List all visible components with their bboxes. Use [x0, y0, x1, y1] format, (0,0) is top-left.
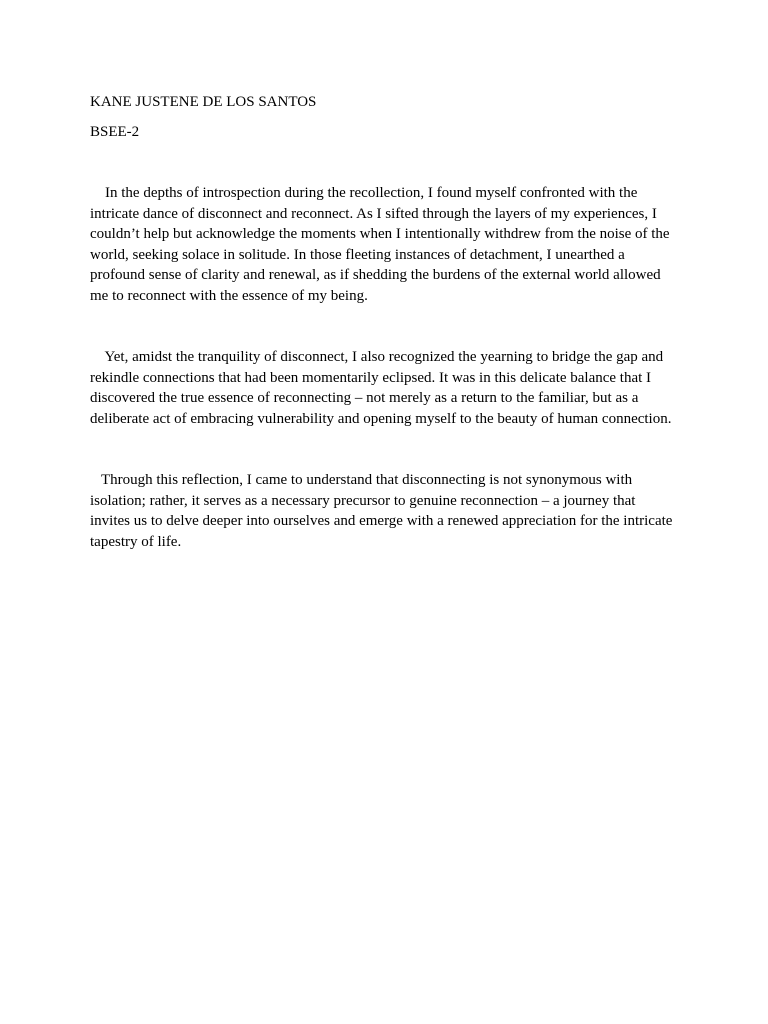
course-code: BSEE-2 [90, 123, 140, 140]
paragraph-1 [90, 183, 690, 306]
paragraph-line: world, seeking solace in solitude. In those fleeting instances of detachment, I unearthed a [90, 246, 625, 263]
paragraph-line: Yet, amidst the tranquility of disconnect, I also recognized the yearning to bridge the gap and [90, 349, 664, 365]
paragraph-line: me to reconnect with the essence of my being. [90, 287, 368, 304]
paragraph-line: tapestry of life. [90, 533, 182, 550]
paragraph-line: profound sense of clarity and renewal, as if shedding the burdens of the external world allowed [90, 267, 661, 283]
paragraph-line: deliberate act of embracing vulnerability and opening myself to the beauty of human connection. [90, 410, 672, 427]
paragraph-line: isolation; rather, it serves as a necessary precursor to genuine reconnection – a journey that [90, 492, 636, 509]
paragraph-line: rekindle connections that had been momentarily eclipsed. It was in this delicate balance that I [90, 369, 652, 386]
paragraph-line: discovered the true essence of reconnecting – not merely as a return to the familiar, but as a [90, 390, 639, 406]
author-name: KANE JUSTENE DE LOS SANTOS [90, 94, 317, 110]
document-body [90, 92, 690, 552]
paragraph-line: invites us to delve deeper into ourselves and emerge with a renewed appreciation for the intricate [90, 513, 673, 529]
paragraph-line: Through this reflection, I came to understand that disconnecting is not synonymous with [90, 472, 633, 488]
paragraph-line: couldn’t help but acknowledge the moments when I intentionally withdrew from the noise of the [90, 226, 670, 242]
paragraph-line: In the depths of introspection during the recollection, I found myself confronted with the [90, 185, 638, 201]
paragraph-line: intricate dance of disconnect and reconnect. As I sifted through the layers of my experiences, I [90, 205, 657, 222]
paragraph-3 [90, 470, 690, 552]
paragraph-2 [90, 347, 690, 429]
